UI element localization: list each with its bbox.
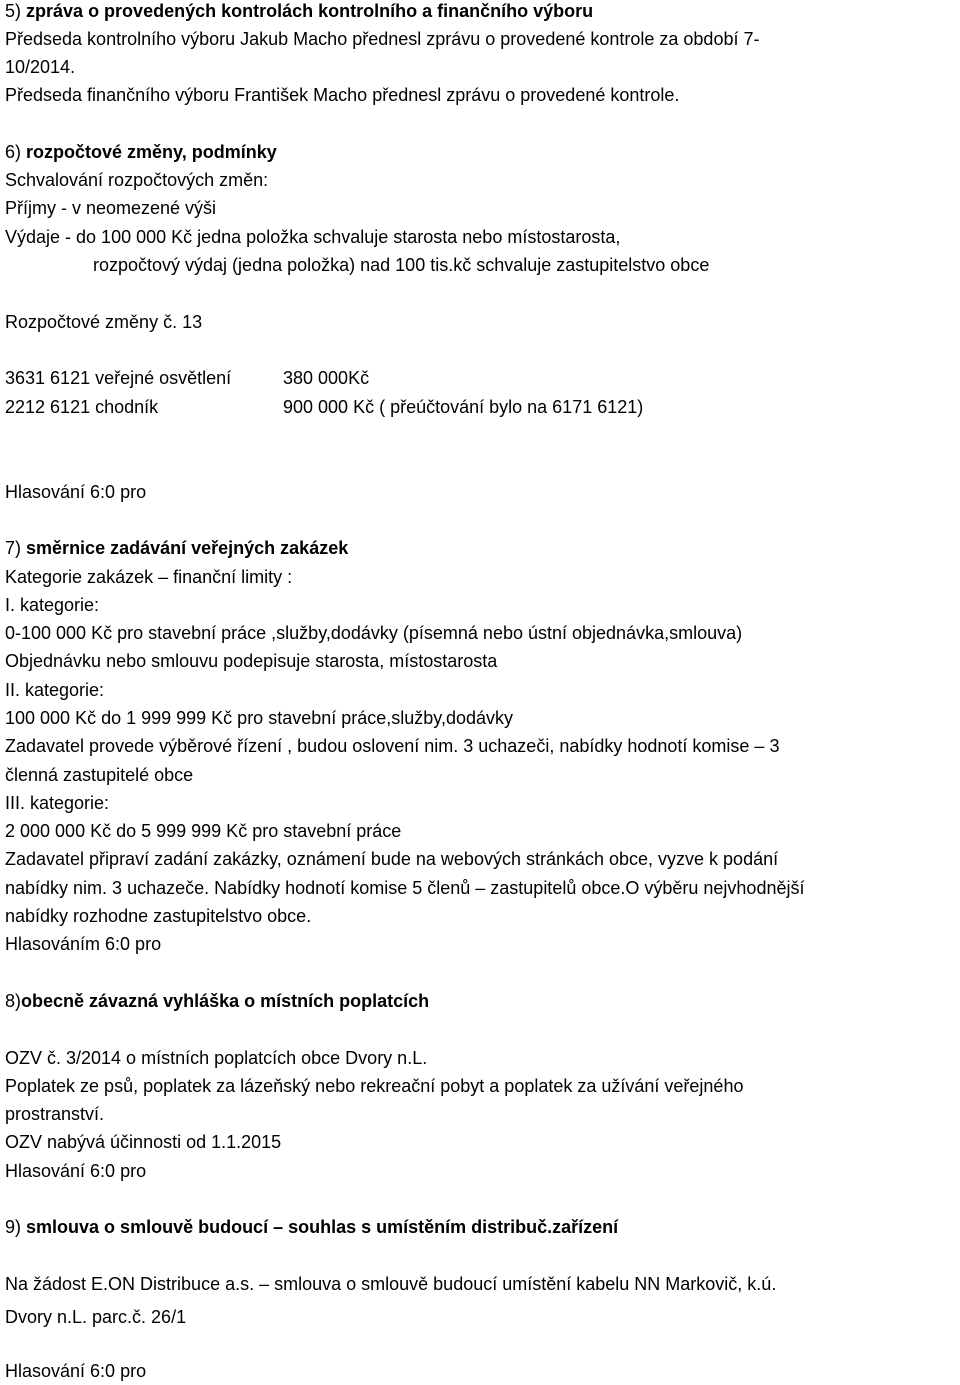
procurement-line: Kategorie zakázek – finanční limity : (5, 567, 293, 587)
expense-rule-continued: rozpočtový výdaj (jedna položka) nad 100 tis.kč schvaluje zastupitelstvo obce (93, 255, 710, 275)
section-5-text: 10/2014. (5, 57, 76, 77)
section-9-title: smlouva o smlouvě budoucí – souhlas s umístěním distribuč.zařízení (26, 1217, 619, 1237)
procurement-line: členná zastupitelé obce (5, 765, 194, 785)
procurement-line: Zadavatel provede výběrové řízení , budou oslovení nim. 3 uchazeči, nabídky hodnotí komise – 3 (5, 736, 780, 756)
procurement-line: Zadavatel připraví zadání zakázky, oznámení bude na webových stránkách obce, vyzve k podání (5, 849, 779, 869)
section-5-text: Předseda finančního výboru František Macho přednesl zprávu o provedené kontrole. (5, 85, 680, 105)
vote-result: Hlasováním 6:0 pro (5, 934, 162, 954)
contract-line: Na žádost E.ON Distribuce a.s. – smlouva o smlouvě budoucí umístění kabelu NN Markovič, k.ú. (5, 1274, 777, 1294)
section-8-heading: 8)obecně závazná vyhláška o místních poplatcích (5, 991, 430, 1011)
budget-item (5, 367, 370, 389)
budget-item-amount: 380 000Kč (283, 368, 370, 388)
ordinance-line: Poplatek ze psů, poplatek za lázeňský nebo rekreační pobyt a poplatek za užívání veřejného (5, 1076, 744, 1096)
budget-item-code: 2212 6121 chodník (5, 397, 159, 417)
procurement-line: nabídky nim. 3 uchazeče. Nabídky hodnotí komise 5 členů – zastupitelů obce.O výběru nejvhodnější (5, 878, 805, 898)
contract-line: Dvory n.L. parc.č. 26/1 (5, 1307, 187, 1327)
section-5-heading: 5) zpráva o provedených kontrolách kontrolního a finančního výboru (5, 1, 594, 21)
budget-item-amount: 900 000 Kč ( přeúčtování bylo na 6171 6121) (283, 397, 644, 417)
budget-item-code: 3631 6121 veřejné osvětlení (5, 368, 232, 388)
procurement-line: nabídky rozhodne zastupitelstvo obce. (5, 906, 312, 926)
procurement-line: II. kategorie: (5, 680, 105, 700)
budget-item (5, 396, 644, 418)
budget-changes-title: Rozpočtové změny č. 13 (5, 312, 203, 332)
procurement-line: 0-100 000 Kč pro stavební práce ,služby,dodávky (písemná nebo ústní objednávka,smlouva) (5, 623, 743, 643)
section-5-title: zpráva o provedených kontrolách kontrolního a finančního výboru (26, 1, 594, 21)
procurement-line: Objednávku nebo smlouvu podepisuje starosta, místostarosta (5, 651, 498, 671)
expense-rule: Výdaje - do 100 000 Kč jedna položka schvaluje starosta nebo místostarosta, (5, 227, 621, 247)
procurement-line: I. kategorie: (5, 595, 100, 615)
section-9-heading: 9) smlouva o smlouvě budoucí – souhlas s umístěním distribuč.zařízení (5, 1217, 619, 1237)
section-6-title: rozpočtové změny, podmínky (26, 142, 277, 162)
ordinance-line: OZV č. 3/2014 o místních poplatcích obce Dvory n.L. (5, 1048, 428, 1068)
vote-result: Hlasování 6:0 pro (5, 482, 147, 502)
procurement-line: 100 000 Kč do 1 999 999 Kč pro stavební práce,služby,dodávky (5, 708, 513, 728)
procurement-line: 2 000 000 Kč do 5 999 999 Kč pro stavební práce (5, 821, 402, 841)
section-7-heading: 7) směrnice zadávání veřejných zakázek (5, 538, 349, 558)
section-6-heading: 6) rozpočtové změny, podmínky (5, 142, 277, 162)
ordinance-line: prostranství. (5, 1104, 105, 1124)
section-8-title: obecně závazná vyhláška o místních poplatcích (21, 991, 430, 1011)
income-rule: Příjmy - v neomezené výši (5, 198, 217, 218)
ordinance-line: OZV nabývá účinnosti od 1.1.2015 (5, 1132, 282, 1152)
vote-result: Hlasování 6:0 pro (5, 1161, 147, 1181)
vote-result: Hlasování 6:0 pro (5, 1361, 147, 1381)
budget-approval-label: Schvalování rozpočtových změn: (5, 170, 269, 190)
section-5-text: Předseda kontrolního výboru Jakub Macho přednesl zprávu o provedené kontrole za období 7- (5, 29, 760, 49)
procurement-line: III. kategorie: (5, 793, 110, 813)
section-7-title: směrnice zadávání veřejných zakázek (26, 538, 349, 558)
